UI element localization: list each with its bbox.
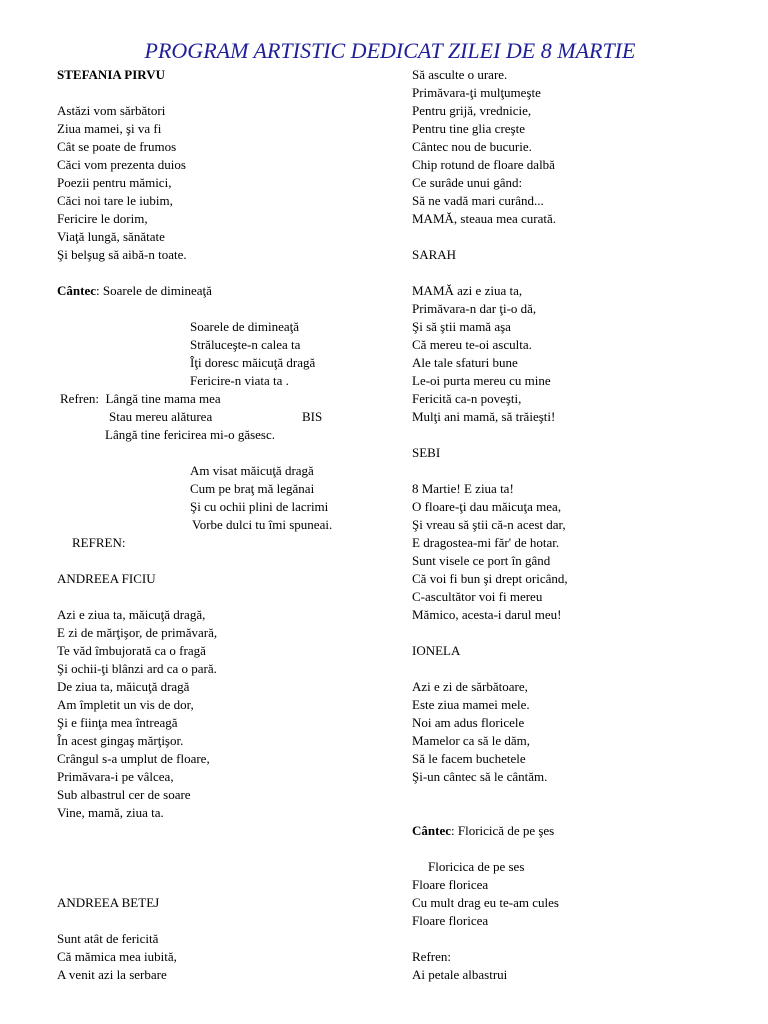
text-line — [412, 426, 752, 444]
text-line — [412, 282, 752, 300]
text-line — [57, 462, 397, 480]
text-line — [57, 678, 397, 696]
line-text: Străluceşte-n calea ta — [190, 337, 301, 352]
text-line — [57, 714, 397, 732]
text-line — [412, 354, 752, 372]
text-line — [57, 894, 397, 912]
page-title: PROGRAM ARTISTIC DEDICAT ZILEI DE 8 MARTIE — [144, 38, 636, 63]
line-text: Primăvara-n dar ţi-o dă, — [412, 301, 537, 316]
line-text: E zi de mărţişor, de primăvară, — [57, 625, 218, 640]
text-line — [412, 138, 752, 156]
line-text: Primăvara-i pe vâlcea, — [57, 769, 174, 784]
text-line — [412, 642, 752, 660]
line-text: Lângă tine fericirea mi-o găsesc. — [105, 427, 275, 442]
text-line — [412, 804, 752, 822]
song-label: Cântec — [57, 283, 96, 298]
line-text: De ziua ta, măicuţă dragă — [57, 679, 190, 694]
line-text: MAMĂ azi e ziua ta, — [412, 283, 523, 298]
line-text: Viaţă lungă, sănătate — [57, 229, 165, 244]
line-text: Că voi fi bun şi drept oricând, — [412, 571, 568, 586]
line-text: Azi e ziua ta, măicuţă dragă, — [57, 607, 206, 622]
line-text: Fericire le dorim, — [57, 211, 148, 226]
text-line — [412, 318, 752, 336]
text-line — [412, 714, 752, 732]
text-line — [412, 462, 752, 480]
text-line — [57, 642, 397, 660]
text-line — [57, 660, 397, 678]
text-line — [412, 336, 752, 354]
line-text: IONELA — [412, 643, 461, 658]
line-text: Şi să ştii mamă aşa — [412, 319, 511, 334]
line-text: Noi am adus floricele — [412, 715, 525, 730]
line-text: Vine, mamă, ziua ta. — [57, 805, 164, 820]
text-line — [412, 228, 752, 246]
line-text: : Soarele de dimineaţă — [96, 283, 212, 298]
line-text: MAMĂ, steaua mea curată. — [412, 211, 557, 226]
line-text: Chip rotund de floare dalbă — [412, 157, 555, 172]
text-line — [57, 102, 397, 120]
text-line — [57, 858, 397, 876]
line-text: Cât se poate de frumos — [57, 139, 177, 154]
text-line — [412, 480, 752, 498]
text-line — [57, 570, 397, 588]
line-text: Stau mereu alăturea — [109, 409, 213, 424]
text-line — [57, 696, 397, 714]
line-text: Este ziua mamei mele. — [412, 697, 530, 712]
text-line — [412, 894, 752, 912]
text-line — [412, 822, 752, 840]
text-line — [412, 264, 752, 282]
text-line — [57, 120, 397, 138]
text-line — [412, 876, 752, 894]
text-line — [57, 732, 397, 750]
line-text: Fericire-n viata ta . — [190, 373, 289, 388]
line-text: Că mereu te-oi asculta. — [412, 337, 532, 352]
line-text: 8 Martie! E ziua ta! — [412, 481, 514, 496]
text-line — [57, 138, 397, 156]
line-text: Şi-un cântec să le cântăm. — [412, 769, 548, 784]
line-text: Ziua mamei, şi va fi — [57, 121, 162, 136]
text-line — [412, 192, 752, 210]
text-line — [412, 174, 752, 192]
line-text: Căci vom prezenta duios — [57, 157, 186, 172]
line-text: Primăvara-ţi mulţumeşte — [412, 85, 541, 100]
text-line — [57, 228, 397, 246]
text-line — [412, 912, 752, 930]
text-line — [57, 246, 397, 264]
line-text: Mulţi ani mamă, să trăieşti! — [412, 409, 556, 424]
line-text: Şi e fiinţa mea întreagă — [57, 715, 178, 730]
text-line — [57, 210, 397, 228]
line-text: Floare floricea — [412, 877, 489, 892]
line-text: Cum pe braţ mă legănai — [190, 481, 315, 496]
text-line — [57, 66, 397, 84]
text-line — [412, 156, 752, 174]
text-line — [412, 498, 752, 516]
text-line — [412, 102, 752, 120]
text-line — [57, 516, 397, 534]
text-line — [412, 858, 752, 876]
left-column — [57, 66, 397, 984]
text-line — [57, 426, 397, 444]
line-text: Sub albastrul cer de soare — [57, 787, 191, 802]
line-text: Sunt visele ce port în gând — [412, 553, 551, 568]
line-text: Am visat măicuţă dragă — [190, 463, 314, 478]
line-text: Cu mult drag eu te-am cules — [412, 895, 559, 910]
text-line — [57, 84, 397, 102]
text-line — [57, 804, 397, 822]
line-text: Astăzi vom sărbători — [57, 103, 166, 118]
text-line — [57, 588, 397, 606]
line-text: Să asculte o urare. — [412, 67, 508, 82]
line-text: SEBI — [412, 445, 441, 460]
line-text: C-ascultător voi fi mereu — [412, 589, 543, 604]
line-text: Şi vreau să ştii că-n acest dar, — [412, 517, 566, 532]
line-text: Îţi doresc măicuţă dragă — [190, 355, 316, 370]
text-line — [57, 606, 397, 624]
line-text: Că mămica mea iubită, — [57, 949, 177, 964]
line-text: A venit azi la serbare — [57, 967, 167, 982]
text-line — [412, 570, 752, 588]
text-line — [57, 264, 397, 282]
text-line — [57, 840, 397, 858]
text-line — [57, 786, 397, 804]
text-line — [412, 552, 752, 570]
song-label: Cântec — [412, 823, 451, 838]
line-text: Ale tale sfaturi bune — [412, 355, 518, 370]
line-text: Le-oi purta mereu cu mine — [412, 373, 551, 388]
text-line — [57, 966, 397, 984]
text-line — [412, 606, 752, 624]
text-line — [412, 408, 752, 426]
line-text: : Floricică de pe şes — [451, 823, 555, 838]
text-line — [412, 768, 752, 786]
text-line — [412, 372, 752, 390]
text-line — [412, 678, 752, 696]
line-text: Şi ochii-ţi blânzi ard ca o pară. — [57, 661, 217, 676]
line-text: Soarele de dimineaţă — [190, 319, 300, 334]
text-line — [57, 876, 397, 894]
line-text: REFREN: — [72, 535, 126, 550]
line-text: Pentru tine glia creşte — [412, 121, 525, 136]
text-line — [57, 156, 397, 174]
line-text: Floricica de pe ses — [428, 859, 525, 874]
line-text: Căci noi tare le iubim, — [57, 193, 173, 208]
text-line — [412, 210, 752, 228]
right-column — [412, 66, 752, 984]
line-text: Te văd îmbujorată ca o fragă — [57, 643, 206, 658]
text-line — [57, 552, 397, 570]
line-text: Ce surâde unui gând: — [412, 175, 523, 190]
line-text: Vorbe dulci tu îmi spuneai. — [192, 517, 333, 532]
text-line — [412, 390, 752, 408]
text-line — [57, 822, 397, 840]
text-line — [412, 300, 752, 318]
text-line — [57, 534, 397, 552]
text-line — [57, 174, 397, 192]
text-line — [57, 912, 397, 930]
line-text: Azi e zi de sărbătoare, — [412, 679, 528, 694]
text-line — [57, 354, 397, 372]
line-text: O floare-ţi dau măicuţa mea, — [412, 499, 562, 514]
text-line — [412, 66, 752, 84]
text-line — [412, 840, 752, 858]
line-text: ANDREEA BETEJ — [57, 895, 160, 910]
line-text: Sunt atât de fericită — [57, 931, 159, 946]
line-text: SARAH — [412, 247, 457, 262]
text-line — [57, 948, 397, 966]
text-line — [412, 930, 752, 948]
text-line — [412, 750, 752, 768]
text-line — [412, 588, 752, 606]
text-line — [57, 300, 397, 318]
line-text: Refren: Lângă tine mama mea — [60, 391, 221, 406]
text-line — [57, 480, 397, 498]
text-line — [412, 786, 752, 804]
text-line — [57, 390, 397, 408]
text-line — [412, 516, 752, 534]
text-line — [57, 624, 397, 642]
line-text: Am împletit un vis de dor, — [57, 697, 194, 712]
text-line — [57, 408, 397, 426]
line-text: Refren: — [412, 949, 451, 964]
text-line — [412, 696, 752, 714]
line-text: STEFANIA PIRVU — [57, 67, 166, 82]
line-text: Crângul s-a umplut de floare, — [57, 751, 210, 766]
line-text: E dragostea-mi făr' de hotar. — [412, 535, 560, 550]
text-line — [412, 948, 752, 966]
text-line — [57, 372, 397, 390]
line-text: Floare floricea — [412, 913, 489, 928]
text-line — [412, 246, 752, 264]
line-text: Pentru grijă, vrednicie, — [412, 103, 532, 118]
line-text: Să ne vadă mari curând... — [412, 193, 544, 208]
text-line — [412, 444, 752, 462]
text-line — [412, 660, 752, 678]
line-text: Poezii pentru mămici, — [57, 175, 172, 190]
text-line — [412, 966, 752, 984]
line-text: Ai petale albastrui — [412, 967, 508, 982]
line-text: Să le facem buchetele — [412, 751, 526, 766]
text-line — [57, 930, 397, 948]
text-line — [57, 498, 397, 516]
text-line — [412, 732, 752, 750]
text-line — [57, 318, 397, 336]
line-text: Mamelor ca să le dăm, — [412, 733, 531, 748]
text-line — [57, 444, 397, 462]
bis-marker: BIS — [302, 409, 323, 424]
line-text: ANDREEA FICIU — [57, 571, 156, 586]
text-line — [412, 120, 752, 138]
text-line — [57, 336, 397, 354]
line-text: În acest gingaş mărţişor. — [57, 733, 184, 748]
text-line — [57, 750, 397, 768]
text-line — [57, 768, 397, 786]
line-text: Mămico, acesta-i darul meu! — [412, 607, 562, 622]
text-line — [57, 192, 397, 210]
text-line — [57, 282, 397, 300]
text-line — [412, 534, 752, 552]
text-line — [412, 624, 752, 642]
text-line — [412, 84, 752, 102]
line-text: Fericită ca-n poveşti, — [412, 391, 522, 406]
line-text: Şi cu ochii plini de lacrimi — [190, 499, 329, 514]
line-text: Cântec nou de bucurie. — [412, 139, 532, 154]
line-text: Şi belşug să aibă-n toate. — [57, 247, 187, 262]
